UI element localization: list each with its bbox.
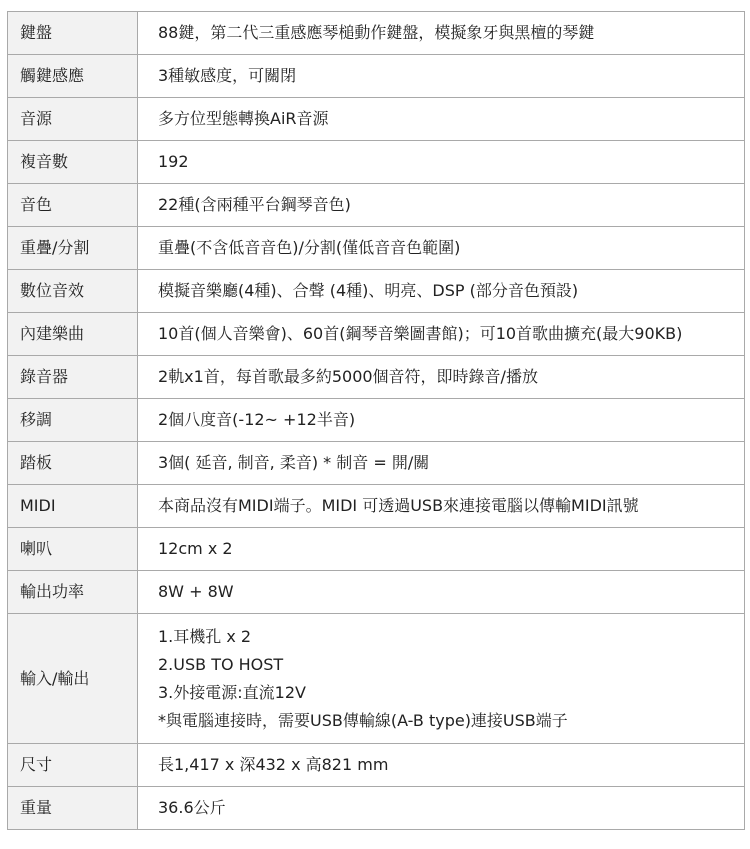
spec-label: 觸鍵感應 [8, 55, 138, 98]
spec-row-weight [8, 787, 745, 830]
spec-row-dimensions [8, 744, 745, 787]
spec-row-polyphony [8, 141, 745, 184]
spec-value: 3種敏感度，可關閉 [138, 55, 745, 98]
spec-label: 內建樂曲 [8, 313, 138, 356]
spec-label: 複音數 [8, 141, 138, 184]
spec-value: 多方位型態轉換AiR音源 [138, 98, 745, 141]
spec-value: 3個( 延音, 制音, 柔音) * 制音 = 開/關 [138, 442, 745, 485]
spec-label: 尺寸 [8, 744, 138, 787]
spec-value-list [138, 614, 745, 744]
spec-label: 鍵盤 [8, 12, 138, 55]
spec-row-pedals [8, 442, 745, 485]
spec-label: 喇叭 [8, 528, 138, 571]
spec-label: 錄音器 [8, 356, 138, 399]
spec-row-transpose [8, 399, 745, 442]
spec-row-speakers [8, 528, 745, 571]
spec-value: 12cm x 2 [138, 528, 745, 571]
spec-label: 數位音效 [8, 270, 138, 313]
spec-value: 模擬音樂廳(4種)、合聲 (4種)、明亮、DSP (部分音色預設) [138, 270, 745, 313]
spec-label: 音源 [8, 98, 138, 141]
spec-label: MIDI [8, 485, 138, 528]
io-line-power: 3.外接電源:直流12V [158, 682, 306, 702]
spec-value: 192 [138, 141, 745, 184]
spec-label: 踏板 [8, 442, 138, 485]
io-line-headphone: 1.耳機孔 x 2 [158, 626, 252, 646]
spec-row-recorder [8, 356, 745, 399]
spec-row-effects [8, 270, 745, 313]
spec-value: 8W + 8W [138, 571, 745, 614]
spec-row-midi [8, 485, 745, 528]
spec-value: 10首(個人音樂會)、60首(鋼琴音樂圖書館)；可10首歌曲擴充(最大90KB) [138, 313, 745, 356]
spec-row-output-power [8, 571, 745, 614]
spec-row-sound-source [8, 98, 745, 141]
spec-row-built-in-songs [8, 313, 745, 356]
spec-value: 22種(含兩種平台鋼琴音色) [138, 184, 745, 227]
spec-value: 重疊(不含低音音色)/分割(僅低音音色範圍) [138, 227, 745, 270]
io-line-usb: 2.USB TO HOST [158, 654, 284, 674]
spec-row-touch-sensitivity [8, 55, 745, 98]
spec-value: 本商品沒有MIDI端子。MIDI 可透過USB來連接電腦以傳輸MIDI訊號 [138, 485, 745, 528]
spec-row-layer-split [8, 227, 745, 270]
spec-row-input-output [8, 614, 745, 744]
spec-value: 2軌x1首，每首歌最多約5000個音符，即時錄音/播放 [138, 356, 745, 399]
io-line-note: *與電腦連接時，需要USB傳輸線(A-B type)連接USB端子 [158, 710, 568, 730]
spec-row-keyboard [8, 12, 745, 55]
spec-value: 長1,417 x 深432 x 高821 mm [138, 744, 745, 787]
spec-value: 36.6公斤 [138, 787, 745, 830]
spec-row-tones [8, 184, 745, 227]
spec-label: 輸出功率 [8, 571, 138, 614]
spec-label: 輸入/輸出 [8, 614, 138, 744]
spec-label: 重疊/分割 [8, 227, 138, 270]
spec-table [7, 11, 745, 830]
spec-label: 重量 [8, 787, 138, 830]
spec-value: 88鍵，第二代三重感應琴槌動作鍵盤，模擬象牙與黑檀的琴鍵 [138, 12, 745, 55]
spec-label: 移調 [8, 399, 138, 442]
spec-value: 2個八度音(-12~ +12半音) [138, 399, 745, 442]
spec-label: 音色 [8, 184, 138, 227]
